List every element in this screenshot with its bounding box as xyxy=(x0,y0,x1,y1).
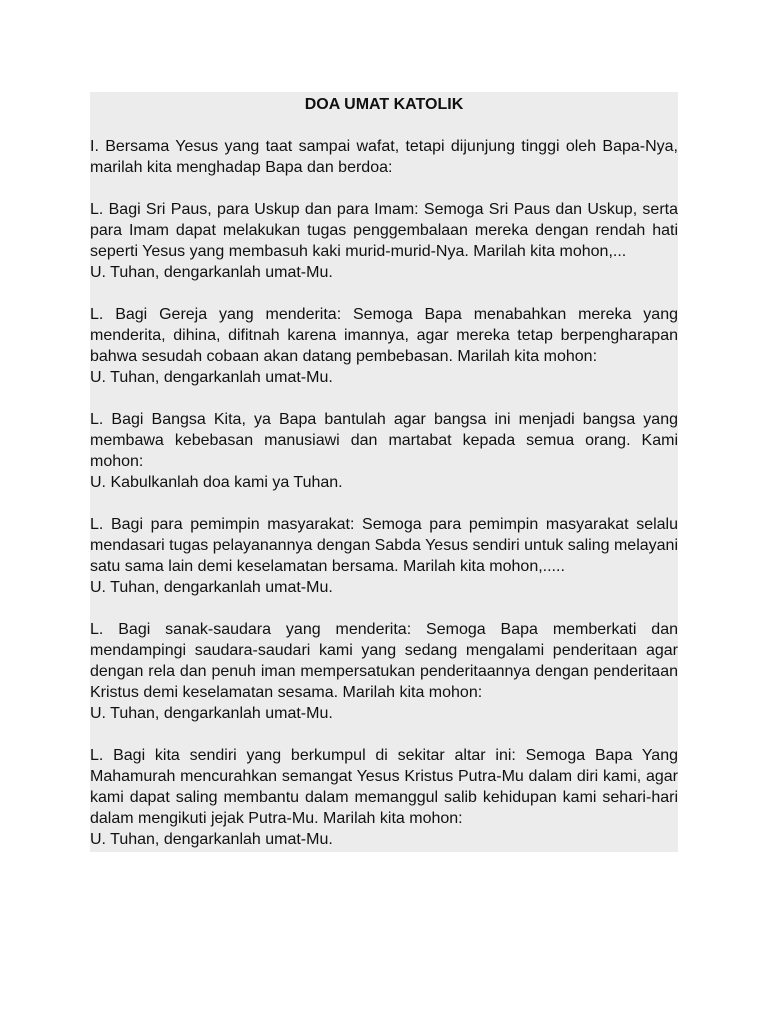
petition-text: L. Bagi Bangsa Kita, ya Bapa bantulah agar bangsa ini menjadi bangsa yang membawa kebebasan manusiawi dan martabat kepada semua orang. Kami mohon: xyxy=(90,411,678,470)
petition-response: U. Tuhan, dengarkanlah umat-Mu. xyxy=(90,369,333,386)
petition-text: L. Bagi sanak-saudara yang menderita: Semoga Bapa memberkati dan mendampingi saudara-saudari kami yang sedang mengalami penderitaan agar dengan rela dan penuh iman mempersatukan penderitaannya dengan penderitaan Kristus demi keselamatan sesama. Marilah kita mohon: xyxy=(90,621,678,701)
petition-1 xyxy=(90,199,678,283)
petition-response: U. Tuhan, dengarkanlah umat-Mu. xyxy=(90,831,333,848)
petition-response: U. Tuhan, dengarkanlah umat-Mu. xyxy=(90,579,333,596)
petition-6 xyxy=(90,745,678,850)
petition-text: L. Bagi kita sendiri yang berkumpul di sekitar altar ini: Semoga Bapa Yang Mahamurah mencurahkan semangat Yesus Kristus Putra-Mu dalam diri kami, agar kami dapat saling membantu dalam memanggul salib kehidupan kami sehari-hari dalam mengikuti jejak Putra-Mu. Marilah kita mohon: xyxy=(90,747,678,827)
petition-3 xyxy=(90,409,678,493)
petition-response: U. Tuhan, dengarkanlah umat-Mu. xyxy=(90,705,333,722)
petition-response: U. Tuhan, dengarkanlah umat-Mu. xyxy=(90,264,333,281)
petition-4 xyxy=(90,514,678,598)
petition-text: L. Bagi para pemimpin masyarakat: Semoga para pemimpin masyarakat selalu mendasari tugas pelayanannya dengan Sabda Yesus sendiri untuk saling melayani satu sama lain demi keselamatan bersama. Marilah kita mohon,..... xyxy=(90,516,678,575)
petition-2 xyxy=(90,304,678,388)
document-body xyxy=(90,92,678,852)
document-title: DOA UMAT KATOLIK xyxy=(304,96,464,113)
intro-paragraph: I. Bersama Yesus yang taat sampai wafat, tetapi dijunjung tinggi oleh Bapa-Nya, marilah kita menghadap Bapa dan berdoa: xyxy=(90,138,678,176)
petition-5 xyxy=(90,619,678,724)
petition-response: U. Kabulkanlah doa kami ya Tuhan. xyxy=(90,474,343,491)
petition-text: L. Bagi Sri Paus, para Uskup dan para Imam: Semoga Sri Paus dan Uskup, serta para Imam dapat melakukan tugas penggembalaan mereka dengan rendah hati seperti Yesus yang membasuh kaki murid-murid-Nya. Marilah kita mohon,... xyxy=(90,201,678,260)
petition-text: L. Bagi Gereja yang menderita: Semoga Bapa menabahkan mereka yang menderita, dihina, difitnah karena imannya, agar mereka tetap berpengharapan bahwa sesudah cobaan akan datang pembebasan. Marilah kita mohon: xyxy=(90,306,678,365)
